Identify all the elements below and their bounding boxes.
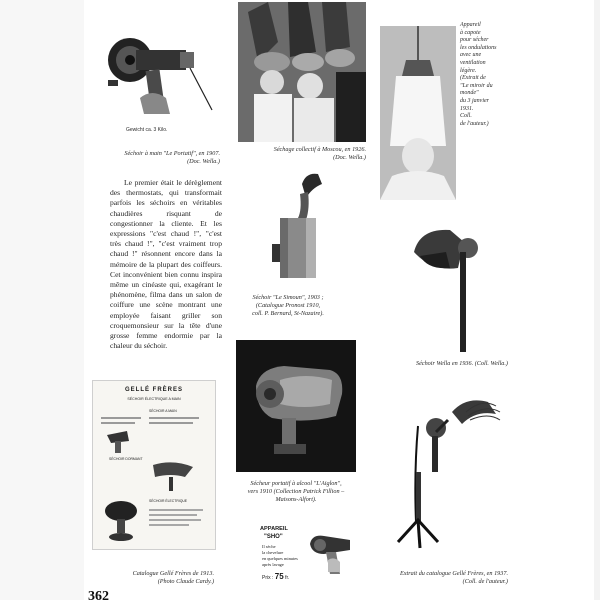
ad-line: Il sèche [262, 544, 276, 549]
collective-caption-line1: Séchage collectif à Moscou, en 1926. [273, 146, 366, 153]
catalogue-item2: SÉCHOIR DORMANT [109, 457, 143, 461]
simoun-caption [228, 294, 348, 318]
simoun-drawing [262, 170, 334, 284]
capote-caption-line: 1931. [460, 105, 474, 112]
catalogue-1937-caption-line: Extrait du catalogue Gellé Frères, en 1937. [399, 570, 508, 577]
sho-dryer-drawing [306, 530, 364, 580]
catalogue-1937-caption-line: (Coll. de l'auteur.) [462, 578, 508, 585]
capote-caption-line: de l'auteur.) [460, 120, 489, 127]
capote-caption-line: "Le miroir du [460, 82, 493, 89]
catalogue-1913-caption-line: Catalogue Gellé Frères de 1913. [132, 570, 214, 577]
ad-title: APPAREIL [260, 526, 288, 532]
sho-advertisement [260, 526, 364, 590]
simoun-caption-line: Séchoir "Le Simoun", 1903 ; [252, 294, 324, 301]
capote-caption-line: pour sécher [460, 37, 489, 44]
page-right-margin [594, 0, 600, 600]
catalogue-1937-caption [372, 570, 508, 586]
page-left-margin [0, 0, 84, 600]
collective-drying-scene [238, 2, 366, 142]
page-number: 362 [88, 589, 109, 604]
ad-line: la chevelure [262, 550, 284, 555]
catalogue-1913-caption-line: (Photo Claude Cardy.) [157, 578, 214, 585]
aiglon-photo [236, 340, 356, 472]
capote-scene [380, 26, 456, 200]
ad-price [262, 572, 289, 581]
capote-caption-line: monde" [460, 90, 479, 97]
simoun-caption-line: (Catalogue Pronost 1910, [255, 302, 321, 309]
hand-dryer-caption-line1: Séchoir à main "Le Portatif", en 1907. [124, 150, 220, 157]
wella-1936-photo [380, 212, 512, 352]
stand-dryer-1937 [392, 392, 508, 560]
catalogue-1937-photo [392, 392, 508, 560]
catalogue-1913-sheet [92, 380, 216, 550]
capote-caption-line: ventilation [460, 59, 486, 66]
aiglon-caption [226, 480, 366, 504]
capote-caption-line: (Extrait de [460, 75, 486, 82]
ad-price-label: Prix : [262, 575, 274, 581]
hand-dryer-caption [108, 150, 220, 166]
ad-line: en quelques minutes [262, 556, 298, 561]
capote-caption-line: du 3 janvier [460, 97, 489, 104]
ad-line: après lavage [262, 562, 284, 567]
collective-caption [238, 146, 366, 162]
ad-price-unit: fr. [285, 575, 290, 581]
body-paragraph: Le premier était le dérèglement des thermostats, qui transformait parfois les séchoirs en véritables chaudières risquant de congestionner la cliente. Et les expressions "c'est chaud !", "c'est très chaud !", "c'est vraiment trop chaud !" résonnent encore dans la mémoire de la plupart des coiffeurs. Cet inconvénient bien connu inspira même un cinéaste qui, exagérant le phénomène, filma dans un salon de coiffure une scène montrant une employée faisant griller son croquemonsieur sur la tête d'une grosse femme endormie par la chaleur du séchoir. [110, 178, 222, 351]
hand-dryer-illustration [100, 10, 220, 128]
catalogue-drawings [93, 381, 215, 549]
wella-stand-dryer [380, 212, 512, 352]
aiglon-scene [236, 340, 356, 472]
catalogue-subtitle: SÉCHOIR ÉLECTRIQUE A MAIN [127, 397, 181, 401]
capote-dryer-photo [380, 26, 456, 200]
catalogue-item3: SÉCHOIR ÉLECTRIQUE [149, 499, 188, 503]
hand-dryer-drawing [100, 10, 220, 128]
simoun-dryer-photo [262, 170, 334, 284]
catalogue-1913-caption [94, 570, 214, 586]
simoun-caption-line: coll. P. Bernard, St-Nazaire). [252, 310, 324, 317]
wella-1936-caption: Séchoir Wella en 1936. (Coll. Wella.) [416, 360, 508, 367]
capote-caption-line: les ondulations [460, 44, 497, 51]
capote-caption-line: Appareil [460, 22, 481, 28]
ad-price-value: 75 [274, 572, 284, 581]
ad-name: "SHO" [264, 534, 283, 540]
capote-caption-line: Coll. [460, 113, 472, 120]
hand-dryer-weight: Gewicht ca. 3 Kilo. [126, 127, 168, 133]
collective-drying-photo [238, 2, 366, 142]
catalogue-item1: SÉCHOIR A MAIN [149, 409, 177, 413]
aiglon-caption-line: vers 1910 (Collection Patrick Fillion – [247, 488, 345, 495]
aiglon-caption-line: Sécheur portatif à alcool "L'Aiglon", [250, 480, 342, 487]
catalogue-brand: GELLÉ FRÈRES [124, 387, 183, 393]
aiglon-caption-line: Maisons-Alfort). [275, 496, 317, 503]
capote-caption-line: à capote [460, 29, 481, 36]
collective-caption-line2: (Doc. Wella.) [333, 154, 366, 161]
hand-dryer-caption-line2: (Doc. Wella.) [187, 158, 220, 165]
capote-caption-line: avec une [460, 52, 482, 59]
capote-caption-line: légère. [460, 67, 477, 74]
capote-caption [460, 22, 512, 128]
